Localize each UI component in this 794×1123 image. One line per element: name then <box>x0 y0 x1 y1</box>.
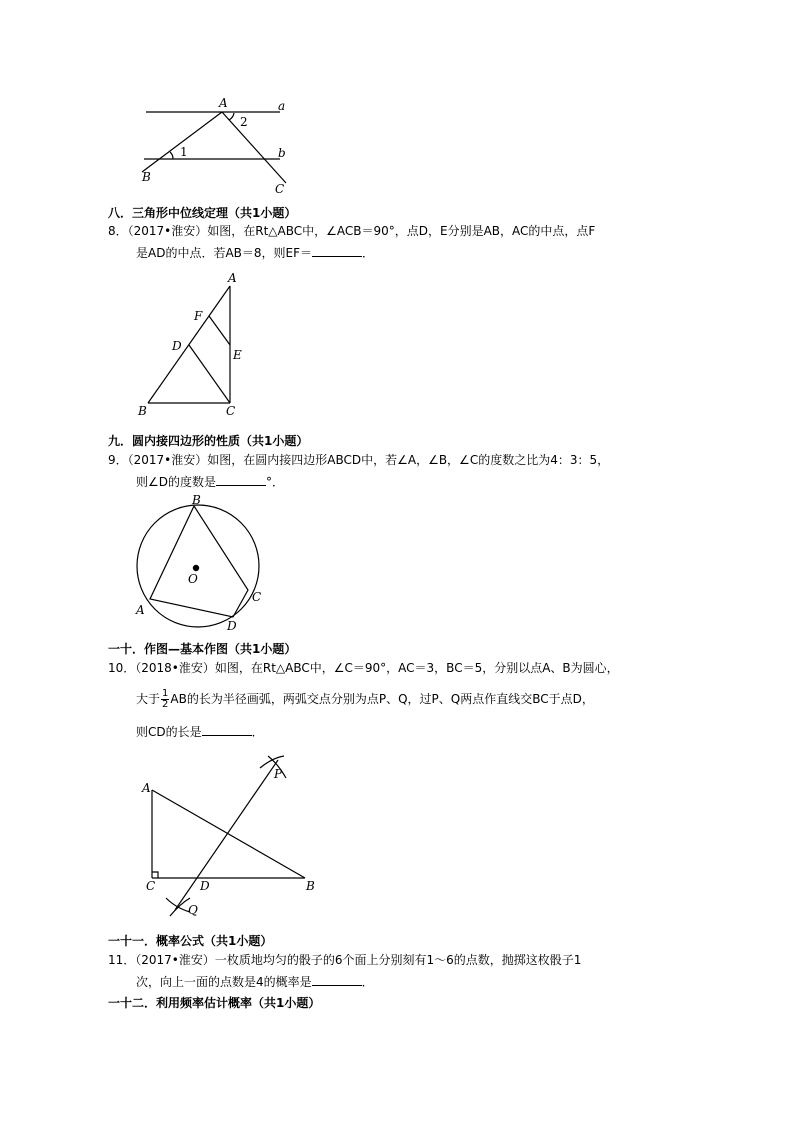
label-angle-2: 2 <box>240 115 248 129</box>
question-10-line-3: 则CD的长是 ． <box>136 725 264 739</box>
answer-blank[interactable] <box>312 246 362 257</box>
question-10-line-2: 大于 $\frac{1}{2}$ AB的长为半径画弧，两弧交点分别为点P、Q，过P、Q两点作直线交BC于点D， <box>136 688 594 710</box>
label-F: F <box>194 309 203 323</box>
label-b: b <box>278 146 286 160</box>
question-8-line-2: 是AD的中点．若AB＝8，则EF＝ ． <box>136 246 375 260</box>
label-E: E <box>233 348 242 362</box>
answer-blank[interactable] <box>312 975 362 986</box>
label-a: a <box>278 99 286 113</box>
label-C: C <box>252 590 262 604</box>
triangle-midline-figure <box>130 268 260 423</box>
label-A: A <box>142 781 151 795</box>
question-9-line-1: 9．（2017•淮安）如图，在圆内接四边形ABCD中，若∠A，∠B，∠C的度数之比为4：3：5， <box>108 453 610 467</box>
section-heading-10: 一十．作图—基本作图（共1小题） <box>108 642 297 656</box>
answer-blank[interactable] <box>216 475 266 486</box>
label-A: A <box>219 96 228 110</box>
question-10-line-1: 10．（2018•淮安）如图，在Rt△ABC中，∠C＝90°，AC＝3，BC＝5，分别以点A、B为圆心， <box>108 661 619 675</box>
section-heading-9: 九．圆内接四边形的性质（共1小题） <box>108 434 309 448</box>
label-D: D <box>200 879 210 893</box>
label-A: A <box>228 271 237 285</box>
answer-blank[interactable] <box>202 725 252 736</box>
label-O: O <box>188 572 198 586</box>
label-Q: Q <box>188 903 198 917</box>
fraction-one-half: $\frac{1}{2}$ <box>162 688 169 710</box>
label-B: B <box>142 170 151 184</box>
label-P: P <box>274 767 283 781</box>
label-B: B <box>138 404 147 418</box>
question-8-line-1: 8．（2017•淮安）如图，在Rt△ABC中，∠ACB＝90°，点D，E分别是AB，AC的中点，点F <box>108 224 596 238</box>
label-C: C <box>146 879 156 893</box>
parallel-lines-figure <box>130 95 310 200</box>
label-C: C <box>226 404 236 418</box>
label-angle-1: 1 <box>180 145 188 159</box>
question-11-line-1: 11．（2017•淮安）一枚质地均匀的骰子的6个面上分别刻有1～6的点数，抛掷这枚骰子1 <box>108 953 582 967</box>
label-D: D <box>172 339 182 353</box>
question-11-line-2: 次，向上一面的点数是4的概率是 ． <box>136 975 374 989</box>
section-heading-8: 八．三角形中位线定理（共1小题） <box>108 206 297 220</box>
label-C: C <box>275 182 285 196</box>
question-9-line-2: 则∠D的度数是 °． <box>136 475 285 489</box>
construction-figure <box>132 750 332 925</box>
label-D: D <box>227 619 237 633</box>
inscribed-quadrilateral-figure <box>130 492 270 634</box>
section-heading-11: 一十一．概率公式（共1小题） <box>108 934 273 948</box>
label-B: B <box>192 493 201 507</box>
label-A: A <box>136 603 145 617</box>
label-B: B <box>306 879 315 893</box>
section-heading-12: 一十二．利用频率估计概率（共1小题） <box>108 996 321 1010</box>
